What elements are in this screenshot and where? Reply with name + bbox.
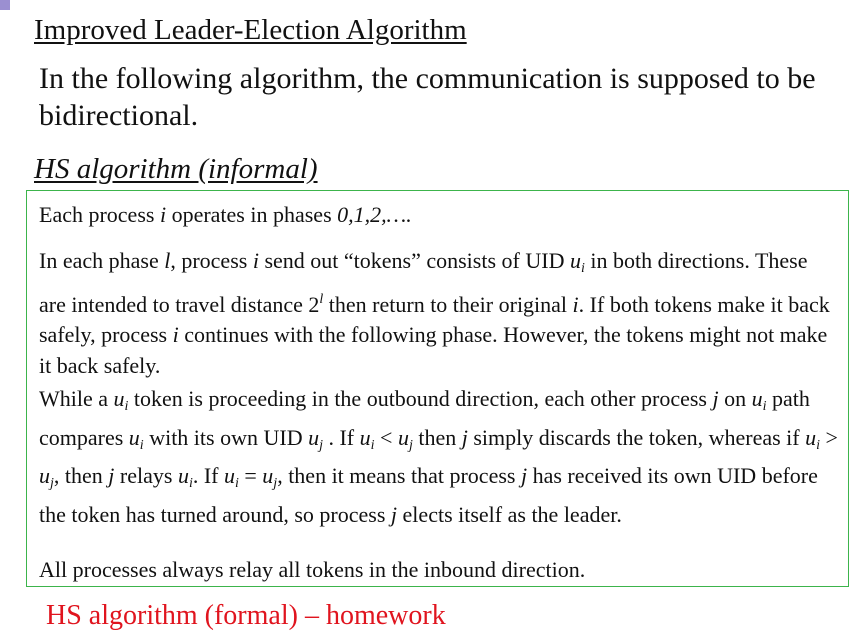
text: continues with the following phase. However, the tokens might not make it back safely.: [39, 322, 828, 378]
math-subscript: i: [234, 476, 239, 491]
math-var: i: [172, 322, 179, 347]
text: operates in phases: [166, 202, 338, 227]
math-var: u: [177, 463, 189, 488]
text: elects itself as the leader.: [397, 501, 622, 527]
math-subscript: j: [50, 476, 54, 491]
math-subscript: i: [762, 399, 767, 414]
math-var: u: [308, 424, 320, 450]
math-base: 2: [308, 291, 320, 317]
text: token is proceeding in the outbound direction, each other process: [128, 386, 713, 411]
text: . If: [192, 463, 224, 488]
text: Each process: [39, 202, 160, 227]
math-var: j: [520, 463, 528, 488]
math-var: u: [128, 424, 140, 450]
text: , then it means that process: [277, 463, 521, 488]
math-subscript: j: [273, 476, 278, 491]
math-subscript: i: [124, 399, 129, 414]
text: has received its own UID before the token has turned around, so process: [39, 463, 818, 527]
math-var: u: [223, 463, 235, 488]
math-var: u: [39, 463, 50, 488]
text: then return to their original: [323, 291, 573, 317]
math-var: j: [712, 386, 719, 411]
math-var: u: [113, 386, 125, 411]
hs-formal-homework: HS algorithm (formal) – homework: [46, 600, 446, 631]
intro-text: In the following algorithm, the communication is supposed to be bidirectional.: [39, 62, 816, 132]
text: . If: [322, 424, 360, 450]
text: send out “tokens” consists of UID: [258, 248, 570, 273]
math-var: u: [397, 424, 409, 450]
math-subscript: j: [408, 437, 413, 453]
math-var: j: [108, 463, 115, 488]
math-subscript: j: [319, 437, 323, 453]
text: simply discards the token, whereas if: [467, 424, 806, 450]
math-var: u: [569, 248, 581, 273]
math-superscript: l: [319, 291, 324, 307]
math-var: j: [390, 501, 398, 527]
hs-informal-heading: HS algorithm (informal): [34, 153, 318, 185]
math-var: u: [751, 386, 763, 411]
hs-informal-box: [26, 190, 849, 587]
math-var: u: [805, 424, 817, 450]
text: , then: [53, 463, 109, 488]
math-var: i: [159, 202, 167, 227]
slide-title: Improved Leader-Election Algorithm: [34, 14, 467, 46]
paragraph-each-phase: [39, 246, 839, 381]
text: path compares: [39, 386, 810, 450]
text: then: [412, 424, 462, 450]
math-subscript: i: [816, 437, 820, 453]
text: , process: [170, 248, 253, 273]
text: with its own UID: [143, 424, 309, 450]
math-operator: =: [238, 463, 263, 488]
math-subscript: i: [580, 261, 585, 276]
text: In each phase: [39, 248, 165, 273]
math-var: l: [164, 248, 171, 273]
text: on: [718, 386, 752, 411]
text: relays: [114, 463, 178, 488]
math-operator: <: [374, 424, 398, 450]
math-var: u: [262, 463, 274, 488]
math-var: u: [359, 424, 371, 450]
text: While a: [39, 386, 114, 411]
text: . If both tokens make it back safely, process: [39, 291, 830, 347]
math-var: i: [572, 291, 579, 317]
math-subscript: i: [139, 437, 144, 453]
math-var: j: [461, 424, 468, 450]
paragraph-phases: [39, 200, 839, 231]
paragraph-outbound: [39, 384, 839, 530]
math-subscript: i: [370, 437, 375, 453]
math-operator: >: [820, 424, 838, 450]
math-subscript: i: [188, 476, 193, 491]
math-phases: 0,1,2,….: [337, 202, 412, 227]
text: in both directions. These are intended to travel distance: [39, 248, 808, 317]
slide-corner-accent: [0, 0, 10, 10]
math-var: i: [252, 248, 259, 273]
paragraph-inbound: All processes always relay all tokens in the inbound direction.: [39, 557, 586, 582]
